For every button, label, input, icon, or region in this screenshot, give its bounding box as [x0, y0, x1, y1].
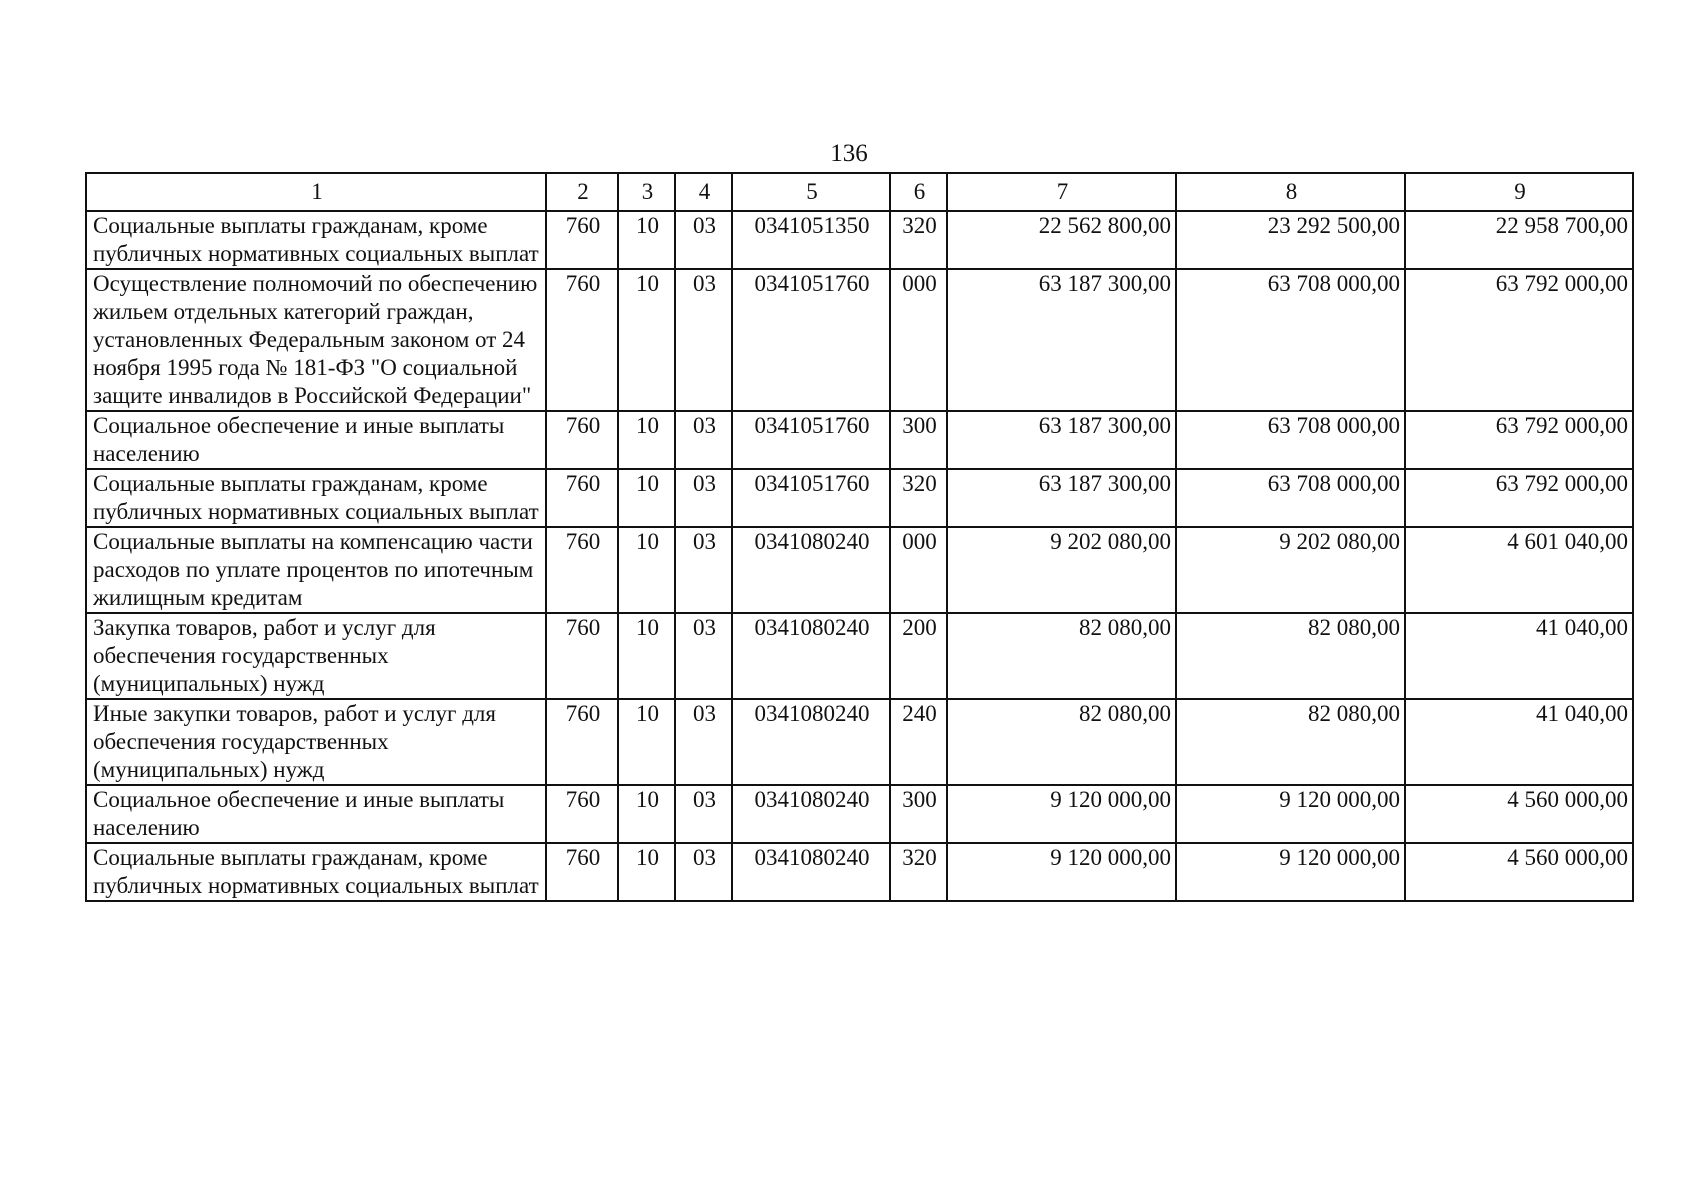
subsection-code: 03: [675, 527, 732, 613]
amount-col-9: 63 792 000,00: [1405, 411, 1633, 469]
amount-col-7: 22 562 800,00: [947, 211, 1176, 269]
subsection-code: 03: [675, 699, 732, 785]
target-article-code: 0341051760: [732, 269, 890, 411]
target-article-code: 0341080240: [732, 843, 890, 901]
header-cell: 5: [732, 173, 890, 211]
amount-col-7: 9 120 000,00: [947, 843, 1176, 901]
amount-col-9: 4 560 000,00: [1405, 843, 1633, 901]
section-code: 10: [618, 785, 675, 843]
expense-name: Социальное обеспечение и иные выплаты населению: [86, 411, 546, 469]
header-cell: 3: [618, 173, 675, 211]
header-cell: 1: [86, 173, 546, 211]
ministry-code: 760: [546, 411, 618, 469]
amount-col-9: 4 560 000,00: [1405, 785, 1633, 843]
expense-type-code: 320: [890, 211, 947, 269]
amount-col-9: 63 792 000,00: [1405, 269, 1633, 411]
header-row: [86, 173, 1633, 211]
amount-col-7: 9 202 080,00: [947, 527, 1176, 613]
ministry-code: 760: [546, 269, 618, 411]
amount-col-7: 63 187 300,00: [947, 469, 1176, 527]
section-code: 10: [618, 211, 675, 269]
expense-type-code: 300: [890, 785, 947, 843]
amount-col-9: 4 601 040,00: [1405, 527, 1633, 613]
expense-type-code: 000: [890, 269, 947, 411]
section-code: 10: [618, 613, 675, 699]
table-row: [86, 469, 1633, 527]
amount-col-8: 9 120 000,00: [1176, 785, 1405, 843]
subsection-code: 03: [675, 785, 732, 843]
amount-col-9: 41 040,00: [1405, 699, 1633, 785]
table-row: [86, 269, 1633, 411]
section-code: 10: [618, 527, 675, 613]
page-number: 136: [830, 140, 868, 167]
table-row: [86, 785, 1633, 843]
amount-col-7: 82 080,00: [947, 613, 1176, 699]
amount-col-9: 63 792 000,00: [1405, 469, 1633, 527]
amount-col-8: 63 708 000,00: [1176, 411, 1405, 469]
target-article-code: 0341051760: [732, 411, 890, 469]
expense-name: Социальные выплаты гражданам, кроме публичных нормативных социальных выплат: [86, 211, 546, 269]
header-cell: 4: [675, 173, 732, 211]
ministry-code: 760: [546, 785, 618, 843]
subsection-code: 03: [675, 469, 732, 527]
expense-name: Закупка товаров, работ и услуг для обеспечения государственных (муниципальных) нужд: [86, 613, 546, 699]
amount-col-8: 82 080,00: [1176, 613, 1405, 699]
ministry-code: 760: [546, 613, 618, 699]
amount-col-7: 9 120 000,00: [947, 785, 1176, 843]
section-code: 10: [618, 699, 675, 785]
ministry-code: 760: [546, 469, 618, 527]
target-article-code: 0341051350: [732, 211, 890, 269]
table-row: [86, 843, 1633, 901]
subsection-code: 03: [675, 269, 732, 411]
target-article-code: 0341080240: [732, 527, 890, 613]
ministry-code: 760: [546, 843, 618, 901]
expense-type-code: 200: [890, 613, 947, 699]
expense-type-code: 320: [890, 843, 947, 901]
table-row: [86, 211, 1633, 269]
header-cell: 6: [890, 173, 947, 211]
amount-col-8: 9 120 000,00: [1176, 843, 1405, 901]
subsection-code: 03: [675, 613, 732, 699]
section-code: 10: [618, 411, 675, 469]
ministry-code: 760: [546, 699, 618, 785]
expense-name: Социальное обеспечение и иные выплаты населению: [86, 785, 546, 843]
ministry-code: 760: [546, 527, 618, 613]
amount-col-7: 63 187 300,00: [947, 411, 1176, 469]
expense-name: Социальные выплаты гражданам, кроме публичных нормативных социальных выплат: [86, 843, 546, 901]
budget-table: [85, 172, 1634, 902]
section-code: 10: [618, 843, 675, 901]
expense-type-code: 240: [890, 699, 947, 785]
table-row: [86, 411, 1633, 469]
subsection-code: 03: [675, 211, 732, 269]
expense-name: Осуществление полномочий по обеспечению жильем отдельных категорий граждан, установленных Федеральным законом от 24 ноября 1995 года № 181-ФЗ "О социальной защите инвалидов в Российской Федерации": [86, 269, 546, 411]
subsection-code: 03: [675, 411, 732, 469]
amount-col-8: 9 202 080,00: [1176, 527, 1405, 613]
amount-col-8: 82 080,00: [1176, 699, 1405, 785]
header-cell: 9: [1405, 173, 1633, 211]
target-article-code: 0341080240: [732, 613, 890, 699]
ministry-code: 760: [546, 211, 618, 269]
amount-col-8: 63 708 000,00: [1176, 469, 1405, 527]
target-article-code: 0341051760: [732, 469, 890, 527]
amount-col-7: 63 187 300,00: [947, 269, 1176, 411]
table-row: [86, 613, 1633, 699]
expense-name: Иные закупки товаров, работ и услуг для обеспечения государственных (муниципальных) нужд: [86, 699, 546, 785]
amount-col-8: 63 708 000,00: [1176, 269, 1405, 411]
section-code: 10: [618, 269, 675, 411]
expense-type-code: 320: [890, 469, 947, 527]
expense-type-code: 000: [890, 527, 947, 613]
section-code: 10: [618, 469, 675, 527]
amount-col-8: 23 292 500,00: [1176, 211, 1405, 269]
amount-col-9: 22 958 700,00: [1405, 211, 1633, 269]
subsection-code: 03: [675, 843, 732, 901]
amount-col-9: 41 040,00: [1405, 613, 1633, 699]
table-row: [86, 527, 1633, 613]
expense-name: Социальные выплаты на компенсацию части расходов по уплате процентов по ипотечным жилищным кредитам: [86, 527, 546, 613]
table-row: [86, 699, 1633, 785]
expense-type-code: 300: [890, 411, 947, 469]
expense-name: Социальные выплаты гражданам, кроме публичных нормативных социальных выплат: [86, 469, 546, 527]
target-article-code: 0341080240: [732, 785, 890, 843]
header-cell: 2: [546, 173, 618, 211]
target-article-code: 0341080240: [732, 699, 890, 785]
header-cell: 8: [1176, 173, 1405, 211]
amount-col-7: 82 080,00: [947, 699, 1176, 785]
header-cell: 7: [947, 173, 1176, 211]
